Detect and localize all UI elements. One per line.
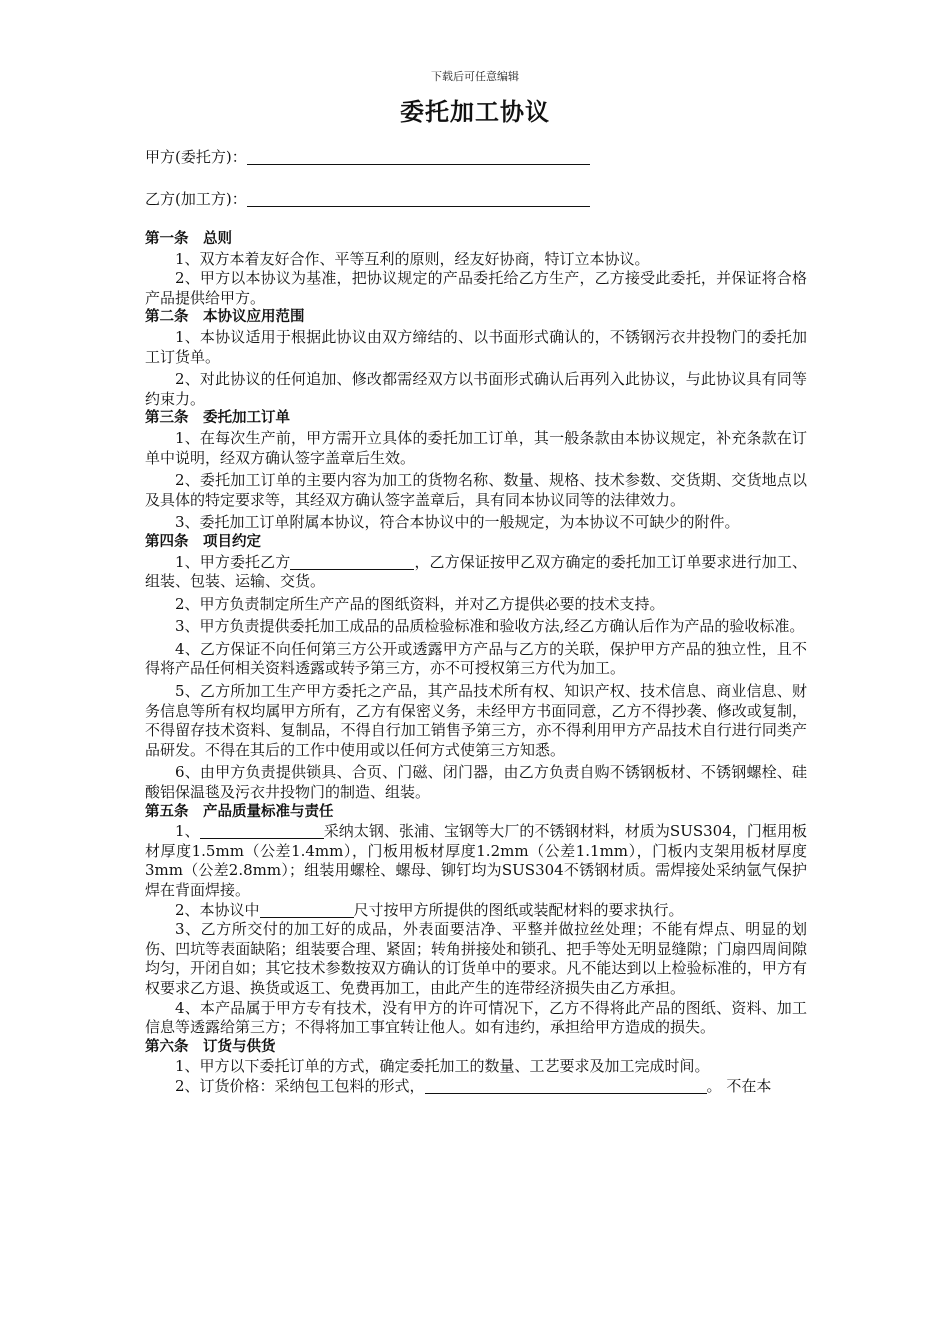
clause: 2、对此协议的任何追加、修改都需经双方以书面形式确认后再列入此协议，与此协议具有同等约束力。 bbox=[145, 370, 807, 408]
clause: 1、在每次生产前，甲方需开立具体的委托加工订单，其一般条款由本协议规定，补充条款在订单中说明，经双方确认签字盖章后生效。 bbox=[145, 428, 807, 467]
party-a-label: 甲方(委托方)： bbox=[145, 148, 247, 166]
fill-blank bbox=[290, 555, 414, 570]
fill-blank bbox=[425, 1079, 707, 1094]
fill-blank bbox=[200, 824, 324, 839]
clause: 6、由甲方负责提供锁具、合页、门磁、闭门器，由乙方负责自购不锈钢板材、不锈钢螺栓、硅酸铝保温毯及污衣井投物门的制造、组装。 bbox=[145, 763, 807, 802]
clause: 3、甲方负责提供委托加工成品的品质检验标准和验收方法,经乙方确认后作为产品的验收标准。 bbox=[175, 617, 805, 636]
party-a-line bbox=[145, 146, 590, 167]
agreement-body bbox=[145, 230, 807, 1097]
article-heading: 第四条 项目约定 bbox=[145, 533, 261, 550]
fill-blank bbox=[260, 903, 354, 918]
clause-with-blank: 2、订货价格：采纳包工包料的形式， 。 不在本 bbox=[175, 1076, 772, 1095]
party-b-blank bbox=[247, 192, 590, 207]
clause: 3、乙方所交付的加工好的成品，外表面要洁净、平整并做拉丝处理；不能有焊点、明显的划伤、凹坑等表面缺陷；组装要合理、紧固；转角拼接处和锁孔、把手等处无明显缝隙；门扇四周间隙均匀，开闭自如；其它技术参数按双方确认的订货单中的要求。凡不能达到以上检验标准的，甲方有权要求乙方退、换货或返工、免费再加工，由此产生的连带经济损失由乙方承担。 bbox=[145, 920, 807, 997]
party-b-line bbox=[145, 188, 590, 209]
article-heading: 第三条 委托加工订单 bbox=[145, 410, 290, 427]
clause: 1、本协议适用于根据此协议由双方缔结的、以书面形式确认的，不锈钢污衣井投物门的委托加工订货单。 bbox=[145, 327, 807, 366]
clause: 2、甲方以本协议为基准，把协议规定的产品委托给乙方生产，乙方接受此委托，并保证将合格产品提供给甲方。 bbox=[145, 269, 807, 307]
clause: 4、乙方保证不向任何第三方公开或透露甲方产品与乙方的关联，保护甲方产品的独立性，且不得将产品任何相关资料透露或转予第三方，亦不可授权第三方代为加工。 bbox=[145, 639, 807, 678]
article-heading: 第五条 产品质量标准与责任 bbox=[145, 803, 334, 820]
clause: 3、委托加工订单附属本协议，符合本协议中的一般规定，为本协议不可缺少的附件。 bbox=[175, 513, 740, 532]
clause-with-blank: 1、 采纳太钢、张浦、宝钢等大厂的不锈钢材料，材质为SUS304，门框用板材厚度1.5mm（公差1.4mm），门板用板材厚度1.2mm（公差1.1mm），门板内支架用板材厚度3mm（公差2.8mm）；组装用螺栓、螺母、铆钉均为SUS304不锈钢材质。需焊接处采纳氩气保护焊在背面焊接。 bbox=[145, 822, 808, 899]
clause: 1、双方本着友好合作、平等互利的原则，经友好协商，特订立本协议。 bbox=[175, 249, 650, 268]
article-heading: 第六条 订货与供货 bbox=[145, 1038, 276, 1055]
article-heading: 第一条 总则 bbox=[145, 231, 232, 247]
party-a-blank bbox=[247, 150, 590, 165]
page-title: 委托加工协议 bbox=[400, 97, 550, 126]
clause-with-blank: 1、甲方委托乙方 ，乙方保证按甲乙双方确定的委托加工订单要求进行加工、组装、包装、运输、交货。 bbox=[145, 552, 807, 591]
clause-with-blank: 2、本协议中 尺寸按甲方所提供的图纸或装配材料的要求执行。 bbox=[175, 900, 684, 919]
clause: 1、甲方以下委托订单的方式，确定委托加工的数量、工艺要求及加工完成时间。 bbox=[175, 1057, 710, 1076]
party-b-label: 乙方(加工方)： bbox=[145, 190, 247, 208]
clause: 4、本产品属于甲方专有技术，没有甲方的许可情况下，乙方不得将此产品的图纸、资料、加工信息等透露给第三方；不得将加工事宜转让他人。如有违约，承担给甲方造成的损失。 bbox=[145, 998, 807, 1037]
header-note: 下载后可任意编辑 bbox=[431, 70, 519, 83]
article-heading: 第二条 本协议应用范围 bbox=[145, 309, 305, 326]
clause: 5、乙方所加工生产甲方委托之产品，其产品技术所有权、知识产权、技术信息、商业信息、财务信息等所有权均属甲方所有，乙方有保密义务，未经甲方书面同意，乙方不得抄袭、修改或复制，不得留存技术资料、复制品，不得自行加工销售予第三方，亦不得利用甲方产品技术自行进行同类产品研发。不得在其后的工作中使用或以任何方式使第三方知悉。 bbox=[145, 682, 807, 759]
clause: 2、甲方负责制定所生产产品的图纸资料，并对乙方提供必要的技术支持。 bbox=[175, 594, 665, 613]
clause: 2、委托加工订单的主要内容为加工的货物名称、数量、规格、技术参数、交货期、交货地点以及具体的特定要求等，其经双方确认签字盖章后，具有同本协议同等的法律效力。 bbox=[145, 471, 807, 509]
